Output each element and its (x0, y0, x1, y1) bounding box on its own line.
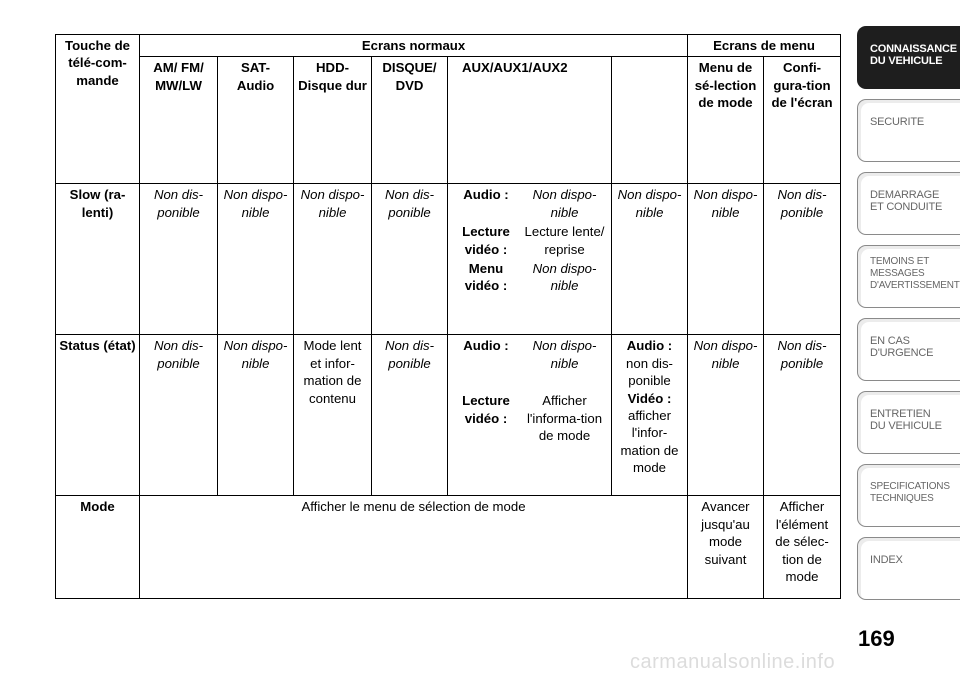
col-aux: AUX/AUX1/AUX2 (448, 57, 612, 184)
section-tabs (857, 26, 960, 610)
tab-demarrage-et-conduite[interactable] (857, 172, 960, 235)
tab-label-line1: SPECIFICATIONS (870, 481, 950, 492)
row-label-mode: Mode (56, 496, 140, 599)
slow-video-value: Lecture lente/ reprise (524, 224, 605, 257)
tab-label-line1: DEMARRAGE (870, 189, 940, 201)
col-am-fm: AM/ FM/ MW/LW (140, 57, 218, 184)
watermark: carmanualsonline.info (630, 651, 836, 673)
tab-label-line1: TEMOINS ET MESSAGES (870, 256, 929, 279)
tab-label-line1: INDEX (870, 554, 903, 566)
col-menu-selection: Menu de sé-lection de mode (688, 57, 764, 184)
slow-video-label: Lecture vidéo : (462, 224, 510, 257)
remote-control-table (55, 34, 841, 599)
cell-status-aux-detail (448, 335, 612, 496)
tab-label-line2: ET CONDUITE (870, 201, 943, 213)
tab-label-line1: CONNAISSANCE (870, 43, 957, 55)
status-aux-video-value: afficher l'infor-mation de mode (620, 408, 679, 476)
header-touche: Touche de télé-com-mande (56, 35, 140, 184)
row-label-slow: Slow (ra-lenti) (56, 184, 140, 335)
cell-status-menu-selection: Non dispo-nible (688, 335, 764, 496)
tab-label-line2: TECHNIQUES (870, 493, 934, 504)
tab-connaissance-du-vehicule[interactable] (857, 26, 960, 89)
cell-mode-config: Afficher l'élément de sélec-tion de mode (764, 496, 841, 599)
cell-status-dvd: Non dis-ponible (372, 335, 448, 496)
cell-slow-sat: Non dispo-nible (218, 184, 294, 335)
cell-slow-am: Non dis-ponible (140, 184, 218, 335)
cell-slow-dvd: Non dis-ponible (372, 184, 448, 335)
cell-status-aux (612, 335, 688, 496)
tab-en-cas-d-urgence[interactable] (857, 318, 960, 381)
slow-menu-label: Menu vidéo : (464, 261, 508, 294)
cell-mode-menu-selection: Avancer jusqu'au mode suivant (688, 496, 764, 599)
col-dvd: DISQUE/ DVD (372, 57, 448, 184)
status-aux-video-label: Vidéo : (627, 390, 672, 406)
row-label-status: Status (état) (56, 335, 140, 496)
tab-temoins-et-messages[interactable] (857, 245, 960, 308)
status-aux-audio-value: non dis-ponible (626, 355, 673, 389)
slow-audio-label: Audio : (463, 187, 509, 203)
table-row-slow (56, 184, 841, 335)
table-row-status (56, 335, 841, 496)
page-number: 169 (858, 626, 895, 651)
tab-label-line2: D'URGENCE (870, 347, 934, 359)
slow-menu-value: Non dispo-nible (532, 261, 597, 294)
tab-entretien-du-vehicule[interactable] (857, 391, 960, 454)
tab-label-line1: SECURITE (870, 116, 925, 128)
col-hdd: HDD- Disque dur (294, 57, 372, 184)
tab-securite[interactable] (857, 99, 960, 162)
tab-label-line2: DU VEHICULE (870, 420, 942, 432)
cell-slow-aux-detail (448, 184, 612, 335)
cell-slow-hdd: Non dispo-nible (294, 184, 372, 335)
cell-slow-menu-selection: Non dispo-nible (688, 184, 764, 335)
cell-mode-normal: Afficher le menu de sélection de mode (140, 496, 688, 599)
table-row-mode (56, 496, 841, 599)
tab-label-line2: D'AVERTISSEMENT (870, 280, 960, 291)
tab-label-line1: ENTRETIEN (870, 408, 931, 420)
status-audio-label: Audio : (463, 338, 509, 354)
col-aux-blank (612, 57, 688, 184)
tab-label-line1: EN CAS (870, 335, 910, 347)
status-aux-audio-label: Audio : (626, 338, 673, 354)
cell-slow-aux: Non dispo-nible (612, 184, 688, 335)
col-sat-audio: SAT- Audio (218, 57, 294, 184)
col-screen-config: Confi-gura-tion de l'écran (764, 57, 841, 184)
cell-status-config: Non dis-ponible (764, 335, 841, 496)
cell-status-hdd: Mode lent et infor-mation de contenu (294, 335, 372, 496)
tab-label-line2: DU VEHICULE (870, 55, 943, 67)
cell-slow-config: Non dis-ponible (764, 184, 841, 335)
header-menu-screens: Ecrans de menu (688, 35, 841, 57)
header-normal-screens: Ecrans normaux (140, 35, 688, 57)
slow-audio-value: Non dispo-nible (532, 187, 597, 220)
status-video-value: Afficher l'informa-tion de mode (526, 393, 603, 444)
cell-status-sat: Non dispo-nible (218, 335, 294, 496)
tab-specifications-techniques[interactable] (857, 464, 960, 527)
status-video-label: Lecture vidéo : (462, 393, 510, 426)
tab-index[interactable] (857, 537, 960, 600)
status-audio-value: Non dispo-nible (532, 338, 597, 371)
cell-status-am: Non dis-ponible (140, 335, 218, 496)
